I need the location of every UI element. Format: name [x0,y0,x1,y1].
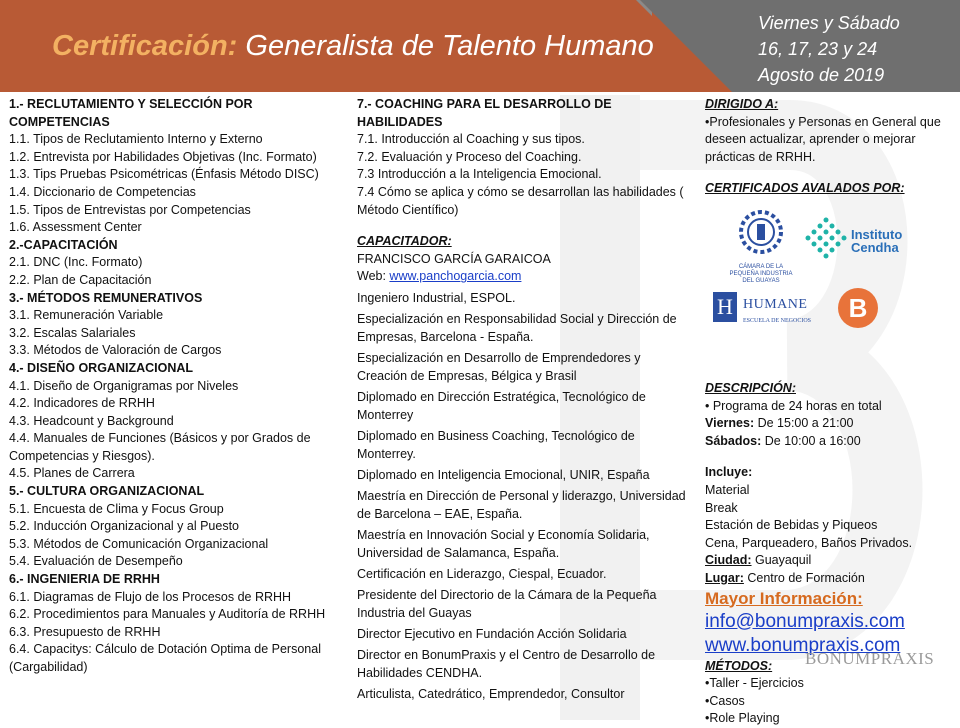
spacer [357,219,687,233]
dates-line: Agosto de 2019 [758,65,885,85]
section-heading: 6.- INGENIERIA DE RRHH [9,572,160,587]
syllabus-item: 4.5. Planes de Carrera [9,466,135,481]
syllabus-item: 2.1. DNC (Inc. Formato) [9,255,143,270]
cpig-logo [721,208,801,285]
schedule-label: Sábados: [705,433,762,448]
descripcion-heading: DESCRIPCIÓN: [705,380,796,395]
bonum-letter: B [848,292,868,323]
ciudad-value: Guayaquil [751,553,812,568]
schedule-value: De 10:00 a 16:00 [761,433,861,448]
syllabus-item: 4.2. Indicadores de RRHH [9,396,155,411]
lugar-label: Lugar: [705,570,744,585]
schedule-viernes [705,415,955,433]
header-banner [0,0,960,92]
event-dates [758,10,900,88]
title-rest: Generalista de Talento Humano [237,30,654,62]
syllabus-item: 1.2. Entrevista por Habilidades Objetivas (Inc. Formato) [9,149,317,164]
syllabus-item: 6.4. Capacitys: Cálculo de Dotación Optima de Personal (Cargabilidad) [9,642,321,674]
syllabus-item: 4.4. Manuales de Funciones (Básicos y por Grados de Competencias y Riesgos). [9,431,311,463]
credential-item: Diplomado en Business Coaching, Tecnológico de Monterrey. [357,428,635,461]
credential-item: Maestría en Dirección de Personal y liderazgo, Universidad de Barcelona – EAE, España. [357,488,686,521]
trainer-web-label: Web: [357,269,390,284]
trainer-web-link[interactable]: www.panchogarcia.com [389,269,522,284]
trainer-heading: CAPACITADOR: [357,234,452,249]
syllabus-item: 4.3. Headcount y Background [9,413,174,428]
dirigido-text: •Profesionales y Personas en General que deseen actualizar, aprender o mejorar prácticas de RRHH. [705,114,941,164]
incluye-item: Cena, Parqueadero, Baños Privados. [705,535,913,550]
section-heading: 1.- RECLUTAMIENTO Y SELECCIÓN POR COMPETENCIAS [9,97,253,129]
metodo-item: •Taller - Ejercicios [705,676,804,691]
syllabus-item: 1.5. Tipos de Entrevistas por Competencias [9,202,251,217]
trainer-credentials [357,289,687,703]
syllabus-item: 1.1. Tipos de Reclutamiento Interno y Externo [9,132,263,147]
coaching-heading: 7.- COACHING PARA EL DESARROLLO DE HABILIDADES [357,97,612,129]
credential-item: Director Ejecutivo en Fundación Acción Solidaria [357,626,627,641]
schedule-value: De 15:00 a 21:00 [754,416,854,431]
humane-sub: ESCUELA DE NEGOCIOS [743,317,812,324]
schedule-label: Viernes: [705,416,755,431]
cendha-top: Instituto [851,226,903,242]
trainer-web [357,268,687,286]
syllabus-item: 5.4. Evaluación de Desempeño [9,554,183,569]
credential-item: Maestría en Innovación Social y Economía Solidaria, Universidad de Salamanca, España. [357,527,650,560]
humane-letter: H [713,292,737,322]
bonumpraxis-watermark-text: BONUMPRAXIS [805,649,935,668]
trainer-name: FRANCISCO GARCÍA GARAICOA [357,251,551,266]
syllabus-item: 1.3. Tips Pruebas Psicométricas (Énfasis Método DISC) [9,167,319,182]
spacer [705,450,955,464]
syllabus-item: 6.3. Presupuesto de RRHH [9,624,161,639]
cpig-text: CÁMARA DE LA [738,263,784,270]
incluye-item: Break [705,500,738,515]
gear-icon [721,208,801,258]
section-heading: 5.- CULTURA ORGANIZACIONAL [9,484,205,499]
metodo-item: •Casos [705,693,745,708]
coaching-item: 7.1. Introducción al Coaching y sus tipos. [357,132,585,147]
syllabus-item: 5.3. Métodos de Comunicación Organizacional [9,536,269,551]
coaching-item: 7.4 Cómo se aplica y cómo se desarrollan las habilidades ( Método Científico) [357,184,684,217]
syllabus-item: 1.6. Assessment Center [9,220,142,235]
schedule-sabados [705,433,955,451]
section-heading: 3.- MÉTODOS REMUNERATIVOS [9,290,203,305]
credential-item: Articulista, Catedrático, Emprendedor, Consultor [357,686,625,701]
incluye-item: Material [705,482,750,497]
diamond-dots-icon [805,214,847,262]
info-heading: Mayor Información: [705,588,863,608]
program-hours: • Programa de 24 horas en total [705,398,882,413]
credential-item: Presidente del Directorio de la Cámara de la Pequeña Industria del Guayas [357,587,657,620]
syllabus-item: 1.4. Diccionario de Competencias [9,184,196,199]
lugar-value: Centro de Formación [743,570,865,585]
syllabus-item: 5.1. Encuesta de Clima y Focus Group [9,501,224,516]
syllabus-column [9,96,345,677]
credential-item: Diplomado en Dirección Estratégica, Tecnológico de Monterrey [357,389,646,422]
section-heading: 4.- DISEÑO ORGANIZACIONAL [9,360,194,375]
cendha-bottom: Cendha [851,239,899,255]
coaching-item: 7.3 Introducción a la Inteligencia Emocional. [357,167,602,182]
spacer [705,166,955,180]
metodos-heading: MÉTODOS: [705,658,773,673]
credential-item: Director en BonumPraxis y el Centro de Desarrollo de Habilidades CENDHA. [357,647,656,680]
dirigido-heading: DIRIGIDO A: [705,97,779,111]
credential-item: Especialización en Responsabilidad Social y Dirección de Empresas, Barcelona - España. [357,311,677,344]
credential-item: Certificación en Liderazgo, Ciespal, Ecuador. [357,566,607,581]
title-accent: Certificación: [52,30,238,62]
info-column [705,96,955,728]
coaching-item: 7.2. Evaluación y Proceso del Coaching. [357,149,582,164]
humane-logo [713,292,833,332]
lugar-line [705,570,955,588]
website-link[interactable]: www.bonumpraxis.com [705,634,901,656]
syllabus-item: 6.1. Diagramas de Flujo de los Procesos de RRHH [9,589,292,604]
dates-line: Viernes y Sábado [758,13,900,33]
certifier-logos [705,200,955,380]
section-heading: 2.-CAPACITACIÓN [9,237,118,252]
email-link[interactable]: info@bonumpraxis.com [705,610,905,632]
syllabus-item: 3.3. Métodos de Valoración de Cargos [9,343,222,358]
syllabus-item: 4.1. Diseño de Organigramas por Niveles [9,378,239,393]
dates-line: 16, 17, 23 y 24 [758,39,878,59]
syllabus-item: 3.1. Remuneración Variable [9,308,164,323]
incluye-item: Estación de Bebidas y Piqueos [705,518,878,533]
bonumpraxis-logo [838,288,878,328]
humane-name: HUMANE [743,296,808,312]
syllabus-item: 5.2. Inducción Organizacional y al Puesto [9,519,239,534]
cpig-text: PEQUEÑA INDUSTRIA [729,270,793,277]
ciudad-line [705,552,955,570]
certificados-heading: CERTIFICADOS AVALADOS POR: [705,181,905,196]
credential-item: Especialización en Desarrollo de Emprendedores y Creación de Empresas, Bélgica y Brasil [357,350,641,383]
syllabus-item: 6.2. Procedimientos para Manuales y Auditoría de RRHH [9,607,326,622]
syllabus-item: 2.2. Plan de Capacitación [9,272,152,287]
credential-item: Ingeniero Industrial, ESPOL. [357,290,516,305]
page-title [52,30,654,63]
ciudad-label: Ciudad: [705,553,752,568]
metodo-item: •Role Playing [705,711,780,726]
credential-item: Diplomado en Inteligencia Emocional, UNIR, España [357,467,650,482]
cpig-text: DEL GUAYAS [742,277,780,284]
incluye-heading: Incluye: [705,465,753,480]
syllabus-item: 3.2. Escalas Salariales [9,325,136,340]
coaching-trainer-column [357,96,687,703]
